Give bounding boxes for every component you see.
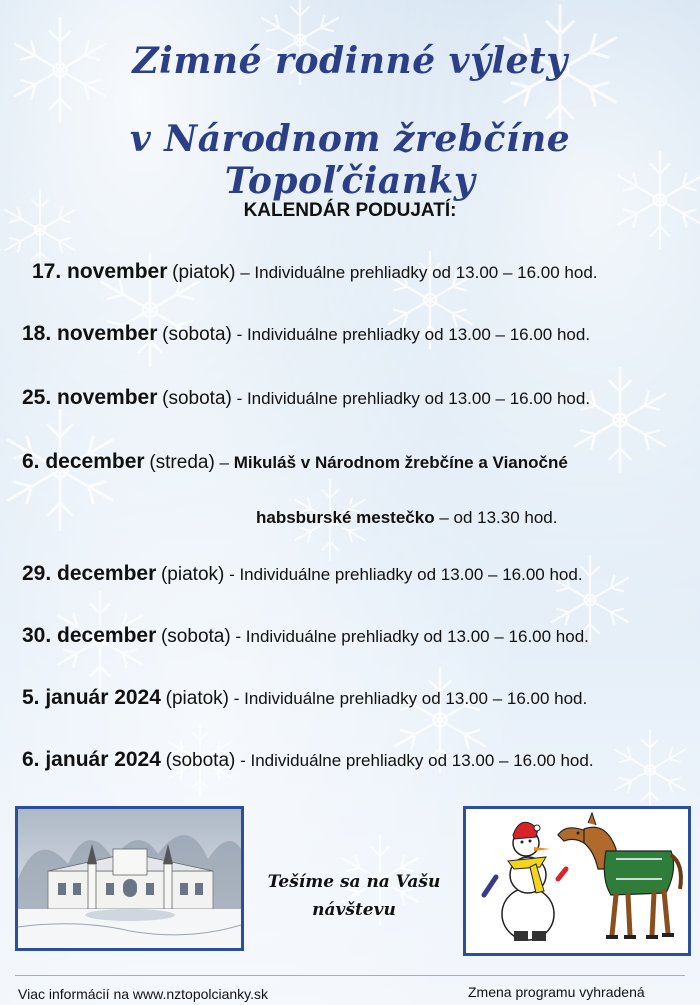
event-weekday: (streda) [149, 452, 215, 473]
event-separator: - [231, 325, 247, 344]
event-weekday: (sobota) [165, 750, 236, 771]
event-text: Individuálne prehliadky od 13.00 – 16.00 hod. [239, 565, 583, 584]
event-date: 25. november [22, 386, 158, 409]
cartoon-illustration [466, 809, 688, 953]
event-row-continuation [256, 508, 557, 528]
event-text: Individuálne prehliadky od 13.00 – 16.00 hod. [246, 389, 591, 408]
title-line-2: v Národnom žrebčíne Topoľčianky [129, 118, 571, 202]
footer-note: Zmena programu vyhradená [468, 984, 645, 1000]
event-date: 18. november [22, 322, 158, 345]
event-weekday: (sobota) [162, 388, 232, 409]
event-date: 5. január 2024 [22, 686, 161, 709]
event-date: 29. december [22, 562, 157, 585]
event-separator: - [235, 751, 251, 770]
event-weekday: (piatok) [160, 564, 225, 585]
event-row [22, 562, 583, 586]
event-date: 30. december [22, 624, 157, 647]
event-separator: - [229, 689, 245, 708]
event-separator: – [214, 453, 234, 472]
event-row [22, 450, 568, 474]
event-weekday: (piatok) [172, 262, 236, 283]
event-row [22, 686, 587, 710]
footer-info: Viac informácií na www.nztopolcianky.sk [18, 986, 269, 1002]
title-line-1: Zimné rodinné výlety [132, 40, 568, 82]
greeting-line-1: Tešíme sa na Vašu [267, 872, 441, 892]
event-separator: - [230, 627, 246, 646]
event-weekday: (sobota) [160, 626, 231, 647]
winter-stud-farm-image [15, 806, 244, 951]
event-text-bold: habsburské mestečko [256, 508, 435, 527]
event-weekday: (sobota) [162, 324, 232, 345]
event-separator: - [231, 389, 247, 408]
event-row [22, 624, 589, 648]
event-row [32, 260, 598, 284]
event-text: Individuálne prehliadky od 13.00 – 16.00 hod. [246, 325, 591, 344]
event-text-bold: Mikuláš v Národnom žrebčíne a Vianočné [233, 453, 568, 472]
greeting-text [248, 868, 460, 924]
calendar-heading: KALENDÁR PODUJATÍ: [243, 200, 457, 221]
event-text-tail: – od 13.30 hod. [434, 508, 558, 527]
event-text: Individuálne prehliadky od 13.00 – 16.00 hod. [254, 263, 598, 282]
event-text: Individuálne prehliadky od 13.00 – 16.00 hod. [245, 627, 589, 646]
event-date: 17. november [32, 260, 168, 283]
event-date: 6. december [22, 450, 145, 473]
event-row [22, 322, 590, 346]
event-text: Individuálne prehliadky od 13.00 – 16.00 hod. [250, 751, 594, 770]
snowman-horse-cartoon [463, 806, 691, 956]
event-row [22, 748, 594, 772]
event-separator: – [235, 263, 255, 282]
building-illustration [18, 809, 241, 948]
event-date: 6. január 2024 [22, 748, 161, 771]
event-row [22, 386, 590, 410]
event-separator: - [224, 565, 240, 584]
footer-divider [15, 975, 685, 976]
greeting-line-2: návštevu [312, 900, 396, 920]
event-text: Individuálne prehliadky od 13.00 – 16.00 hod. [244, 689, 588, 708]
event-weekday: (piatok) [165, 688, 230, 709]
